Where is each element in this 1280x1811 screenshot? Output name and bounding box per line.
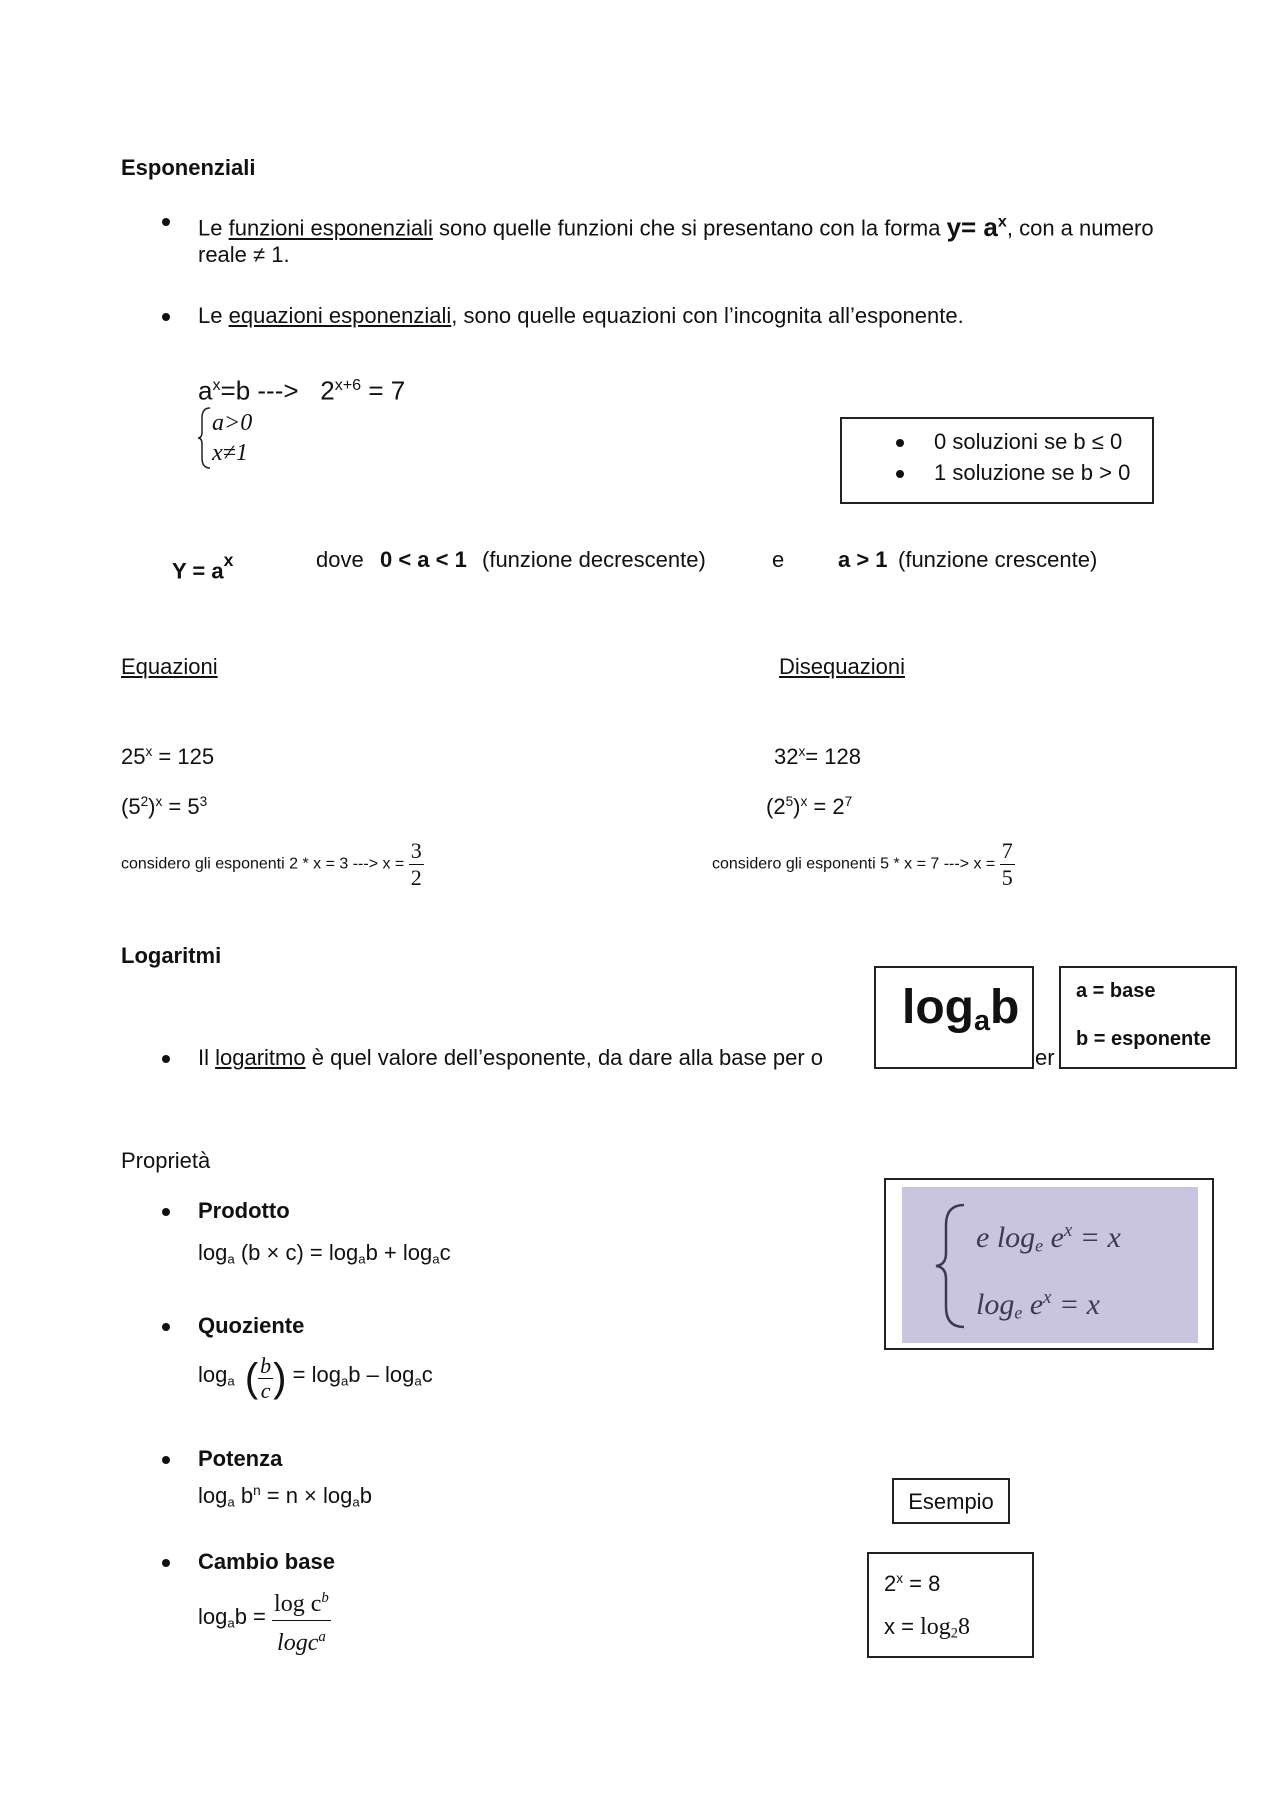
disequazioni-line2: [766, 787, 852, 822]
log-text: log: [198, 1240, 228, 1265]
handwritten-note-frame: [884, 1178, 1214, 1350]
eq-rest: =b --->: [220, 375, 299, 406]
fraction: [272, 1582, 331, 1659]
eq-text: = 128: [805, 744, 861, 770]
formula-text: b + log: [365, 1240, 433, 1265]
equazioni-line3: [121, 838, 424, 891]
formula-exp: n: [253, 1483, 261, 1498]
quoziente-title: Quoziente: [198, 1313, 305, 1338]
term-funzioni-esponenziali: funzioni esponenziali: [228, 215, 433, 241]
log-sub: a: [227, 1615, 235, 1631]
log-argument: b: [990, 981, 1020, 1034]
esempio-label: Esempio: [908, 1489, 994, 1514]
eq-text: = 2: [807, 794, 845, 820]
eq-exp: 7: [844, 794, 853, 809]
eq-exp: 2: [140, 794, 149, 809]
fraction-numerator: b: [260, 1352, 272, 1378]
fraction-denominator: logc: [277, 1629, 319, 1656]
bullet-dot: [162, 1456, 170, 1464]
bullet-text: sono quelle funzioni che si presentano con la forma: [439, 215, 941, 241]
eq-base: 2: [320, 375, 335, 406]
fraction-denominator: 2: [410, 865, 422, 890]
bullet-text: Le: [198, 215, 223, 241]
fraction: [409, 838, 424, 891]
log-text: log: [198, 1483, 228, 1509]
ex-text: 8: [957, 1614, 970, 1640]
eq-x: x: [212, 376, 221, 394]
term-equazioni-esponenziali: equazioni esponenziali: [228, 303, 452, 328]
bullet-line2: reale ≠ 1.: [198, 242, 290, 267]
hw-sub: e: [1035, 1235, 1044, 1256]
bullet-dot: [162, 1559, 170, 1567]
hw-text: e: [1043, 1221, 1064, 1255]
bullet-logaritmo: [198, 1043, 823, 1073]
left-paren: (: [244, 1356, 259, 1400]
log-sub: a: [352, 1494, 360, 1510]
eq-exp: x: [798, 744, 806, 759]
log-text: log: [902, 981, 974, 1034]
formula-text: b – log: [348, 1361, 415, 1387]
formula-text: = n × log: [260, 1483, 353, 1509]
proprieta-heading: Proprietà: [121, 1148, 211, 1173]
eq-a: a: [198, 375, 213, 406]
solutions-box: [840, 417, 1154, 504]
solution-one: 1 soluzione se b > 0: [934, 460, 1131, 485]
fraction-denominator: 5: [1001, 865, 1013, 890]
log-sub: a: [227, 1373, 235, 1389]
hw-text: = x: [1051, 1287, 1100, 1321]
disequazioni-heading: Disequazioni: [779, 654, 905, 679]
bullet-equazioni-esponenziali: [198, 301, 1158, 331]
eq-exp: 3: [199, 794, 208, 809]
hw-sub: e: [1014, 1302, 1023, 1323]
bullet-text: , sono quelle equazioni con l’incognita all’esponente.: [451, 303, 964, 328]
fraction-numerator: 7: [1001, 838, 1013, 863]
brace-icon: [932, 1201, 972, 1331]
disequazioni-line1: [774, 737, 861, 772]
fraction-denominator: c: [260, 1377, 271, 1403]
hw-text: e: [1022, 1287, 1044, 1321]
eq-text: ): [793, 794, 801, 820]
esempio-line2: [884, 1612, 970, 1649]
eq-exp: x+6: [334, 376, 362, 394]
handwritten-line1: [976, 1205, 1121, 1272]
ex-log: log: [920, 1614, 951, 1640]
main-equation: [198, 368, 405, 408]
log-sub: a: [227, 1251, 235, 1267]
bullet-dot: [162, 1208, 170, 1216]
bullet-dot: [162, 218, 170, 226]
formula-text: b =: [234, 1604, 266, 1630]
eq-exp: 5: [785, 794, 794, 809]
log-sub: a: [340, 1373, 349, 1389]
eq-exp: x: [145, 744, 153, 759]
log-sub: a: [432, 1251, 440, 1267]
log-text: log: [198, 1604, 228, 1630]
eq-text: considero gli esponenti 2 * x = 3 ---> x =: [121, 855, 405, 873]
conjunction-e: e: [772, 547, 785, 572]
eq-text: ): [148, 794, 156, 820]
eq-text: (2: [766, 794, 786, 820]
equazioni-line2: [121, 787, 207, 822]
eq-text: = 125: [152, 744, 215, 770]
log-sub: a: [227, 1494, 235, 1510]
ex-text: x =: [884, 1614, 921, 1639]
formula-text: b: [359, 1483, 372, 1509]
esempio-content-box: [867, 1552, 1034, 1658]
handwritten-line2: [976, 1272, 1121, 1339]
potenza-title: Potenza: [198, 1446, 283, 1471]
y-exp: x: [223, 550, 234, 570]
eq-text: 32: [774, 744, 799, 770]
eq-rhs: = 7: [368, 375, 406, 406]
bullet-text: , con a numero: [1006, 215, 1154, 241]
eq-exp: x: [155, 794, 163, 809]
disequazioni-line3: [712, 838, 1015, 891]
log-base-sub: a: [973, 1005, 990, 1038]
hw-text: log: [976, 1287, 1015, 1321]
exponent-label: b = esponente: [1076, 1028, 1212, 1050]
page-title: Esponenziali: [121, 155, 256, 180]
log-sub: a: [414, 1373, 422, 1389]
fraction-exp: a: [318, 1628, 326, 1645]
formula-text: c: [439, 1240, 451, 1265]
right-paren: ): [273, 1356, 287, 1400]
function-definition: [172, 545, 1172, 584]
base-label: a = base: [1076, 980, 1156, 1002]
potenza-formula: [198, 1476, 372, 1517]
formula-text: (b × c) = log: [234, 1240, 359, 1265]
ex-exp: x: [896, 1571, 904, 1586]
equazioni-line1: [121, 737, 214, 772]
condition-a: a>0: [212, 410, 253, 436]
fraction: [1000, 838, 1015, 891]
fraction-exp: b: [321, 1590, 329, 1606]
log-sub: a: [358, 1251, 366, 1267]
bullet-logaritmo-tail: er: [1035, 1045, 1055, 1070]
cambio-base-title: Cambio base: [198, 1549, 335, 1574]
eq-text: = 5: [162, 794, 200, 820]
hw-exp: x: [1063, 1220, 1073, 1241]
formula-text: c: [421, 1361, 433, 1387]
fraction-numerator: log c: [274, 1590, 322, 1617]
dove-text: dove: [316, 547, 364, 572]
bullet-text: Le: [198, 303, 223, 328]
formula-exp: x: [997, 212, 1007, 230]
hw-text: e log: [976, 1221, 1036, 1255]
formula-y: y= a: [946, 211, 998, 242]
left-brace-icon: [198, 406, 212, 470]
condition-crescente: a > 1: [838, 547, 888, 572]
ex-sub: 2: [950, 1625, 958, 1642]
esempio-label-box: [892, 1478, 1010, 1524]
formula-text: = log: [292, 1361, 341, 1387]
condition-decrescente: 0 < a < 1: [380, 547, 467, 572]
y-formula: Y = a: [172, 558, 224, 584]
log-legend-box: [1059, 966, 1237, 1069]
bullet-dot: [162, 1055, 170, 1063]
eq-exp: x: [800, 794, 808, 809]
bullet-text: Il: [198, 1045, 209, 1070]
log-definition-box: [874, 966, 1034, 1069]
prodotto-title: Prodotto: [198, 1198, 290, 1223]
bullet-dot: [896, 439, 904, 447]
hw-exp: x: [1043, 1286, 1052, 1308]
bullet-text: è quel valore dell’esponente, da dare alla base per o: [311, 1045, 823, 1070]
formula-text: b: [234, 1483, 254, 1509]
desc-crescente: (funzione crescente): [898, 547, 1098, 572]
hw-text: = x: [1072, 1221, 1121, 1255]
ex-text: = 8: [903, 1571, 941, 1597]
log-text: log: [198, 1361, 228, 1387]
solution-zero: 0 soluzioni se b ≤ 0: [934, 429, 1123, 454]
equazioni-heading: Equazioni: [121, 654, 218, 679]
bullet-dot: [162, 1323, 170, 1331]
bullet-dot: [162, 313, 170, 321]
logaritmi-heading: Logaritmi: [121, 943, 222, 968]
handwritten-note-image: [902, 1187, 1198, 1343]
eq-text: 25: [121, 744, 146, 770]
condition-x: x≠1: [212, 440, 248, 466]
prodotto-formula: [198, 1238, 451, 1274]
bullet-funzioni-esponenziali: [198, 206, 1158, 244]
term-logaritmo: logaritmo: [215, 1045, 306, 1070]
eq-text: considero gli esponenti 5 * x = 7 ---> x =: [712, 855, 996, 873]
bullet-dot: [896, 470, 904, 478]
ex-text: 2: [884, 1571, 897, 1597]
fraction: [258, 1354, 273, 1403]
fraction-numerator: 3: [410, 838, 422, 863]
eq-text: (5: [121, 794, 141, 820]
desc-decrescente: (funzione decrescente): [482, 547, 706, 572]
cambio-base-formula: [198, 1582, 331, 1656]
quoziente-formula: [198, 1350, 433, 1410]
esempio-line1: [884, 1564, 940, 1599]
